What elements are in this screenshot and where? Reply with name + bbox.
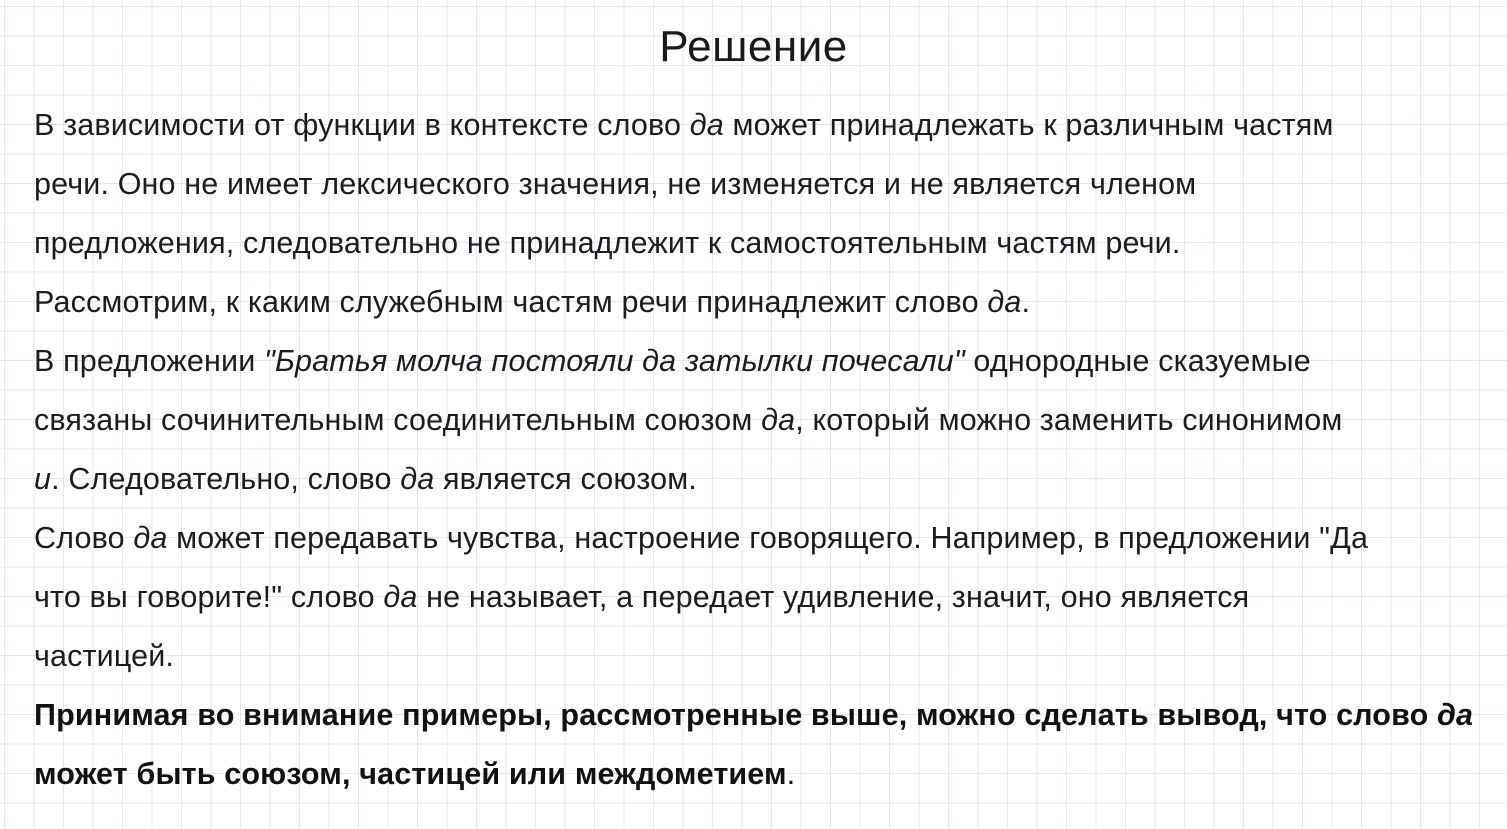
italic-word: да [400, 462, 435, 496]
text-run: может принадлежать к различным частям [723, 108, 1334, 142]
text-run: . [1021, 285, 1031, 319]
solution-text [34, 96, 1474, 804]
paragraph-question [34, 273, 1474, 332]
text-line [34, 391, 1474, 450]
italic-word: и [34, 462, 52, 496]
text-run: однородные сказуемые [964, 344, 1311, 378]
italic-word: да [761, 403, 796, 437]
text-run: не называет, а передает удивление, значит, оно является [417, 580, 1250, 614]
text-line [34, 686, 1474, 745]
text-line [34, 96, 1474, 155]
text-run: , который можно заменить синонимом [795, 403, 1343, 437]
paragraph-context [34, 96, 1474, 273]
italic-word: да [1436, 698, 1474, 732]
text-line [34, 273, 1474, 332]
text-run: связаны сочинительным соединительным союзом [34, 403, 762, 437]
text-run: является союзом. [434, 462, 697, 496]
text-run: может передавать чувства, настроение говорящего. Например, в предложении "Да [167, 521, 1369, 555]
text-run: В предложении [34, 344, 265, 378]
text-line: предложения, следовательно не принадлежит к самостоятельным частям речи. [34, 226, 1181, 260]
italic-word: да [133, 521, 168, 555]
text-run: что вы говорите!" слово [34, 580, 384, 614]
text-line [34, 450, 1474, 509]
text-run: В зависимости от функции в контексте слово [34, 108, 690, 142]
italic-word: да [383, 580, 418, 614]
italic-quote: "Братья молча постояли да затылки почесали" [264, 344, 965, 378]
text-line: частицей. [34, 639, 175, 673]
text-run: может быть союзом, частицей или междометием [34, 757, 787, 791]
text-run: Слово [34, 521, 134, 555]
text-line: речи. Оно не имеет лексического значения, не изменяется и не является членом [34, 167, 1197, 201]
italic-word: да [689, 108, 724, 142]
text-line [34, 568, 1474, 627]
text-run: . [786, 757, 796, 791]
text-run: Принимая во внимание примеры, рассмотренные выше, можно сделать вывод, что слово [34, 698, 1437, 732]
text-line [34, 509, 1474, 568]
text-line [34, 332, 1474, 391]
text-line [34, 745, 1474, 804]
page-title: Решение [659, 22, 848, 71]
paragraph-conjunction [34, 332, 1474, 509]
italic-word: да [987, 285, 1022, 319]
text-run: . Следовательно, слово [51, 462, 401, 496]
paragraph-particle [34, 509, 1474, 686]
text-run: Рассмотрим, к каким служебным частям речи принадлежит слово [34, 285, 988, 319]
paragraph-conclusion [34, 686, 1474, 804]
